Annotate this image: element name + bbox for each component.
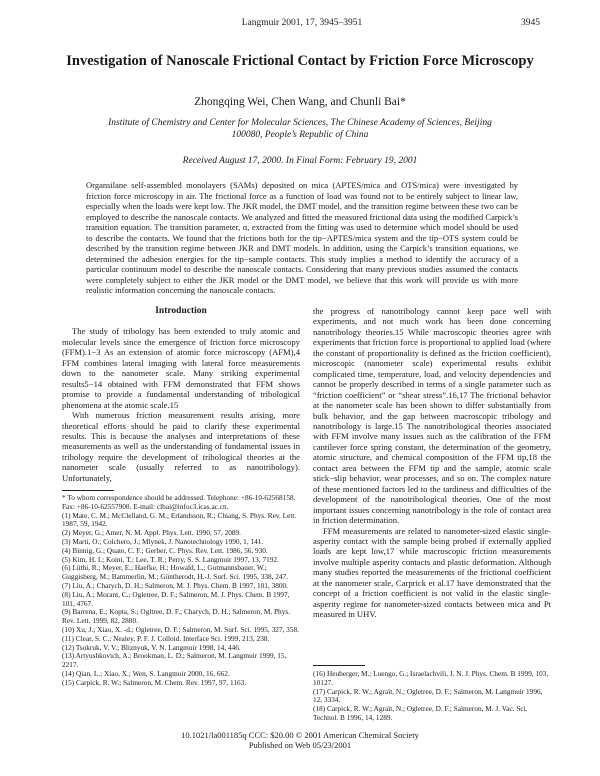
body-paragraph: The study of tribology has been extended to truly atomic and molecular levels since the emergence of friction force microscopy (FFM).1−3 As an extension of atomic force microscopy (AFM),4 FFM combines lateral imaging with lateral force measurements down to the nanometer scale. Many striking experimental results5−14 obtained with FFM demonstrated that FFM shows promise to provide a fundamental understanding of tribological phenomena at the atomic scale.15 [62,326,300,410]
page-number: 3945 [521,18,540,28]
affiliation: Institute of Chemistry and Center for Molecular Sciences, The Chinese Academy of Sciences, Beijing 100080, People’s Republic of China [108,118,492,140]
footnote: (13) Artyushkovich, A.; Brookman, L. D.; Salmeron, M. Langmuir 1999, 15, 2217. [62,651,287,670]
footnote: (1) Mate, C. M.; McClelland, G. M.; Erlandsson, R.; Chiang, S. Phys. Rev. Lett. 1987, 59, 1942. [62,510,297,529]
footnote: (16) Heuberger, M.; Luengo, G.; Israelachvili, J. N. J. Phys. Chem. B 1999, 103, 10127. [313,669,549,687]
abstract: Organsilane self-assembled monolayers (SAMs) deposited on mica (APTES/mica and OTS/mica) were investigated by friction force microscopy in air. The frictional force as a function of load was found not to be entirely subject to linear law, especially when the loads were kept low. The JKR model, the DMT model, and the transition regime between these two can be employed to describe the nanoscale contacts. We analyzed and fitted the measured frictional data using the modified Carpick’s transition equation. The transition parameter, α, extracted from the fitting was used to determine which model should be used to describe the contacts. We found that the frictions both for the tip−APTES/mica system and the tip−OTS system could be described by the transition regime between JKR and DMT models. In addition, using the Carpick’s transition equations, we determined the adhesion energies for the tip−sample contacts. This study implies a method to identify the accuracy of a particular continuum model to describe the nanoscale contacts. Considering that many previous studies assumed the contacts were completely subject to either the JKR model or the DMT model, we believe that this work will provide us with more realistic information concerning the nanoscale contacts. [86,180,518,295]
footnote: (15) Carpick, R. W.; Salmeron, M. Chem. Rev. 1997, 97, 1163. [62,677,247,687]
footnote: (17) Carpick, R. W.; Agraït, N.; Ogletree, D. F.; Salmeron, M. Langmuir 1996, 12, 3334. [313,686,543,705]
section-heading-introduction: Introduction [155,306,207,316]
footnote: (8) Liu, A.; Morant, C.; Ogletree, D. F.; Salmeron, M. J. Phys. Chem. B 1997, 101, 4767. [62,589,290,608]
footnote: (10) Xu, J.; Xiao, X. -d.; Ogletree, D. F.; Salmeron, M. Surf. Sci. 1995, 327, 358. [62,624,299,634]
footnote-divider [62,490,114,491]
footnote: (11) Clear, S. C.; Nealey, P. F. J. Colloid. Interface Sci. 1999, 213, 238. [62,633,270,643]
journal-citation: Langmuir 2001, 17, 3945–3951 [241,18,363,28]
left-column [62,306,300,483]
footnote-divider [313,665,365,666]
doi-copyright-line: 10.1021/la001185q CCC: $20.00 © 2001 American Chemical Society [181,730,419,740]
published-date-line: Published on Web 05/23/2001 [248,740,352,750]
footnote: (4) Binnig, G.; Quate, C. F.; Gerber, C. Phys. Rev. Lett. 1986, 56, 930. [62,545,268,555]
footnotes-right [313,670,551,723]
footnote: (2) Meyer, G.; Amer, N. M. Appl. Phys. Lett. 1990, 57, 2089. [62,528,241,538]
footnote: (5) Kim, H. I.; Koini, T.; Lee, T. R.; Perry, S. S. Langmuir 1997, 13, 7192. [62,554,279,564]
footnote: (12) Tsukruk, V. V.; Bliznyuk, V. N. Langmuir 1998, 14, 446. [62,642,241,652]
article-title: Investigation of Nanoscale Frictional Contact by Friction Force Microscopy [66,53,534,69]
footnote: (18) Carpick, R. W.; Agraït, N.; Ogletree, D. F.; Salmeron, M. J. Vac. Sci. Technol. B 1996, 14, 1289. [313,704,528,722]
footnote: (14) Qian, L.; Xiao, X.; Wen, S. Langmuir 2000, 16, 662. [62,668,230,678]
footnote: (7) Liu, A.; Charych, D. H.; Salmeron, M. J. Phys. Chem. B 1997, 101, 3800. [62,580,288,590]
footnotes-left [62,494,300,688]
author-list: Zhongqing Wei, Chen Wang, and Chunli Bai* [194,96,406,108]
footnote: (3) Marti, O.; Colchero, J.; Mlynek, J. Nanotechnology 1990, 1, 141. [62,536,264,546]
right-column [313,306,551,620]
body-paragraph: With numerous friction measurement results arising, more theoretical efforts should be paid to clarify these experimental results. This is because the analyses and interpretations of these measurements as well as the understanding of fundamental issues in tribology require the development of tribological theories at the nanometer scale (usually referred to as nanotribology). Unfortunately, [62,410,300,483]
footnote: * To whom correspondence should be addressed. Telephone: +86-10-62568158. Fax: +86-10-62557908. E-mail: clbai@infoc3.icas.ac.cn. [62,493,296,511]
body-paragraph: the progress of nanotribology cannot keep pace well with experiments, and not much work has been done concerning nanotribology theories.15 While macroscopic theories agree with experiments that friction force is proportional to applied load (where the constant of proportionality is defined as the friction coefficient), microscopic (nanometer scale) experimental results exhibit complicated time, temperature, load, and velocity dependencies and cannot be properly described in terms of a single parameter such as “friction coefficient” or “shear stress”.16,17 The frictional behavior at the nanometer scale has been shown to differ substantially from bulk behavior, and the gap between macroscopic tribology and nanotribology is large.15 The nanotribological theories associated with FFM involve many issues such as the calibration of the FFM cantilever force spring constant, the determination of the geometry, atomic structure, and chemical composition of the FFM tip,18 the contact area between the FFM tip and the sample, atomic scale stick−slip behavior, wear processes, and so on. The complex nature of these mentioned factors led to the tardiness and difficulties of the development of the nanotribological theories. One of the most important issues concerning nanotribology is the role of contact area in friction determination. [313,306,551,526]
footnote: (9) Barrena, E.; Kopta, S.; Ogltree, D. F.; Charych, D. H.; Salmeron, M. Phys. Rev. Lett. 1999, 82, 2880. [62,607,291,626]
footnote: (6) Lüthi, R.; Meyer, E.; Haefke, H.; Howald, L.; Gutmannsbauer, W.; Guggisberg, M.; Bammerlin, M.; Güntherodt, H.-J. Surf. Sci. 1995, 338, 247. [62,563,289,582]
body-paragraph: FFM measurements are related to nanometer-sized elastic single-asperity contact with the sample being probed if externally applied loads are kept low,17 while macroscopic friction measurements involve multiple asperity contacts and plastic deformation. Although many studies reported the measurements of the frictional coefficient at the nanometer scale, Carprick et al.17 have demonstrated that the concept of a friction coefficient is not valid in the elastic single-asperity regime for nanometer-sized contacts between mica and Pt measured in UHV. [313,525,551,620]
running-header [64,18,540,32]
received-dates: Received August 17, 2000. In Final Form: February 19, 2001 [182,156,418,166]
